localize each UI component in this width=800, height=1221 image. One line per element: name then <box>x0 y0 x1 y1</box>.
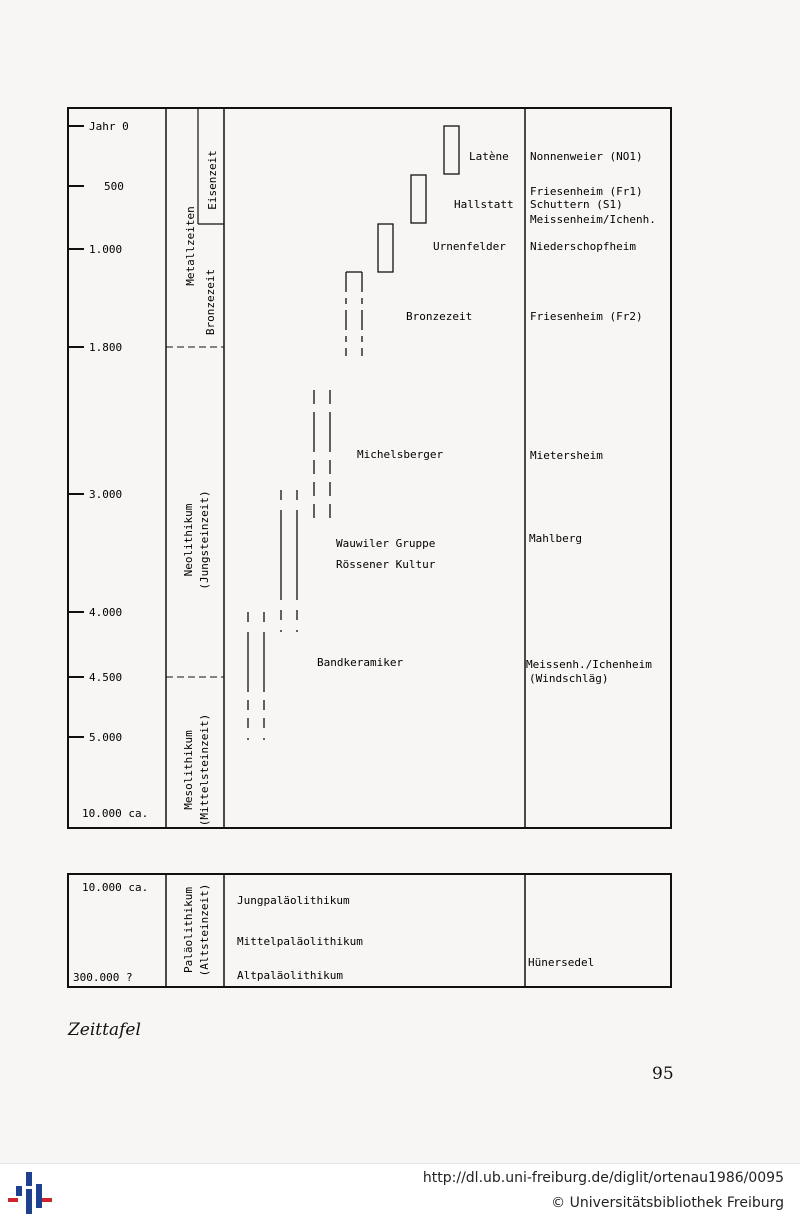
epoch-metallzeiten: Metallzeiten <box>184 206 197 286</box>
site-label: Friesenheim (Fr2) <box>530 310 643 323</box>
period-label: Mittelpaläolithikum <box>237 935 363 948</box>
year-label: 3.000 <box>89 488 123 501</box>
library-logo-icon <box>8 1172 52 1214</box>
year-label: 4.500 <box>89 671 123 684</box>
page-number: 95 <box>652 1064 674 1084</box>
period-label: Jungpaläolithikum <box>237 894 350 907</box>
culture-label: Latène <box>469 150 509 163</box>
site-label: (Windschläg) <box>529 672 609 685</box>
year-label: 4.000 <box>89 606 123 619</box>
culture-label: Michelsberger <box>357 448 444 461</box>
culture-label: Bandkeramiker <box>317 656 404 669</box>
site-label: Hünersedel <box>528 956 595 969</box>
site-label: Nonnenweier (NO1) <box>530 150 643 163</box>
epoch-eisenzeit: Eisenzeit <box>206 150 219 210</box>
year-label: 1.000 <box>89 243 123 256</box>
culture-label: Rössener Kultur <box>336 558 436 571</box>
year-label: 10.000 ca. <box>82 881 149 894</box>
year-label: 1.800 <box>89 341 123 354</box>
site-label: Meissenheim/Ichenh. <box>530 213 656 226</box>
epoch-mesolithikum-sub: (Mittelsteinzeit) <box>198 713 211 827</box>
epoch-palaeolithikum: Paläolithikum <box>182 886 195 974</box>
site-label: Schuttern (S1) <box>530 198 623 211</box>
source-url-link[interactable]: http://dl.ub.uni-freiburg.de/diglit/ortenau1986/0095 <box>422 1170 784 1186</box>
site-label: Niederschopfheim <box>530 240 636 253</box>
epoch-neolithikum-sub: (Jungsteinzeit) <box>198 490 211 590</box>
year-label: 5.000 <box>89 731 123 744</box>
site-label: Meissenh./Ichenheim <box>526 658 652 671</box>
footer-bar <box>0 1163 800 1221</box>
epoch-palaeolithikum-sub: (Altsteinzeit) <box>198 883 211 977</box>
year-label: 300.000 ? <box>73 971 133 984</box>
year-label: Jahr 0 <box>89 120 129 133</box>
year-label: 10.000 ca. <box>82 807 149 820</box>
epoch-neolithikum: Neolithikum <box>182 503 195 577</box>
site-label: Mietersheim <box>530 449 603 462</box>
culture-label: Urnenfelder <box>433 240 506 253</box>
year-label: 500 <box>104 180 124 193</box>
culture-label: Bronzezeit <box>406 310 473 323</box>
table-bottom-frame <box>68 874 671 987</box>
period-label: Altpaläolithikum <box>237 969 343 982</box>
culture-label: Hallstatt <box>454 198 514 211</box>
culture-label: Wauwiler Gruppe <box>336 537 436 550</box>
copyright-notice: © Universitätsbibliothek Freiburg <box>551 1195 784 1211</box>
site-label: Mahlberg <box>529 532 582 545</box>
site-label: Friesenheim (Fr1) <box>530 185 643 198</box>
epoch-mesolithikum: Mesolithikum <box>182 730 195 810</box>
epoch-bronzezeit: Bronzezeit <box>204 268 217 336</box>
figure-caption: Zeittafel <box>68 1020 141 1040</box>
